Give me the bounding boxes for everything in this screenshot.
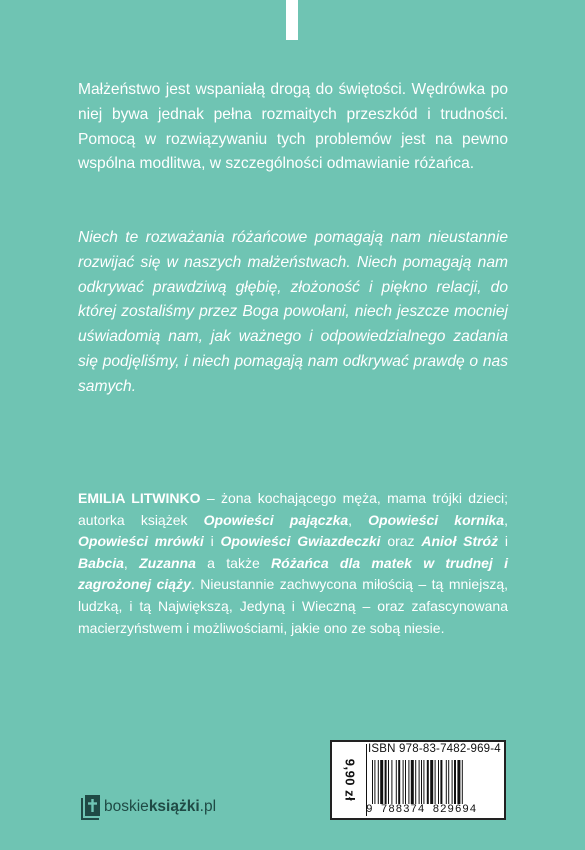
bio-text: i [203, 533, 221, 550]
bio-text: i [498, 533, 509, 550]
bio-text: , [504, 511, 508, 528]
publisher-logo [104, 798, 216, 816]
book-title: Opowieści kornika [368, 511, 505, 528]
book-title: Opowieści Gwiazdeczki [220, 533, 381, 550]
top-white-bar [286, 0, 298, 40]
bio-text: , [348, 511, 369, 528]
barcode-digits: 9 788374 829694 [366, 804, 478, 816]
book-title: Anioł Stróż [421, 533, 499, 550]
logo-part: .pl [199, 798, 217, 815]
book-title: Różańca dla matek w trudnej i zagrożonej ciąży [78, 554, 508, 593]
author-name: EMILIA LITWINKO [78, 490, 201, 506]
blurb-paragraph-2: Niech te rozważania różańcowe pomagają nam nieustannie rozwijać się w naszych małżeństwach. Niech pomagają nam odkrywać prawdziwą głębię, złożoność i piękno relacji, do której zostaliśmy przez Boga powołani, niech jeszcze mocniej uświadomią nam, jak ważnego i odpowiedzialnego zadania się podjęliśmy, i niech pomagają nam odkrywać prawdę o nas samych. [78, 229, 508, 395]
book-title: Opowieści mrówki [78, 533, 204, 550]
price-label: 9,90 zł [342, 758, 358, 802]
book-cross-icon [80, 794, 102, 820]
bio-text: a także [195, 554, 272, 571]
isbn-label: ISBN 978-83-7482-969-4 [368, 743, 501, 755]
bio-text: , [123, 554, 140, 571]
bio-text: oraz [380, 533, 422, 550]
blurb-paragraph-1: Małżeństwo jest wspaniałą drogą do świętości. Wędrówka po niej bywa jednak pełna rozmaitych przeszkód i trudności. Pomocą w rozwiązywaniu tych problemów jest na pewno wspólna modlitwa, w szczególności odmawianie różańca. [78, 81, 508, 173]
bio-text: – żona kochającego męża, mama trójki dzieci; autorka książek [78, 490, 508, 528]
author-bio [78, 488, 508, 639]
logo-part: książki [148, 798, 200, 815]
bio-text: . Nieustannie zachwycona miłością – tą mniejszą, ludzką, i tą Największą, Jedyną i Wieczną – oraz zafascynowana macierzyństwem i możliwościami, jakie ono ze sobą niesie. [78, 576, 508, 636]
logo-part: boskie [104, 798, 149, 815]
book-title: Babcia [78, 554, 124, 571]
book-title: Zuzanna [139, 554, 196, 571]
barcode-graphic [370, 760, 500, 804]
book-title: Opowieści pajączka [203, 511, 349, 528]
